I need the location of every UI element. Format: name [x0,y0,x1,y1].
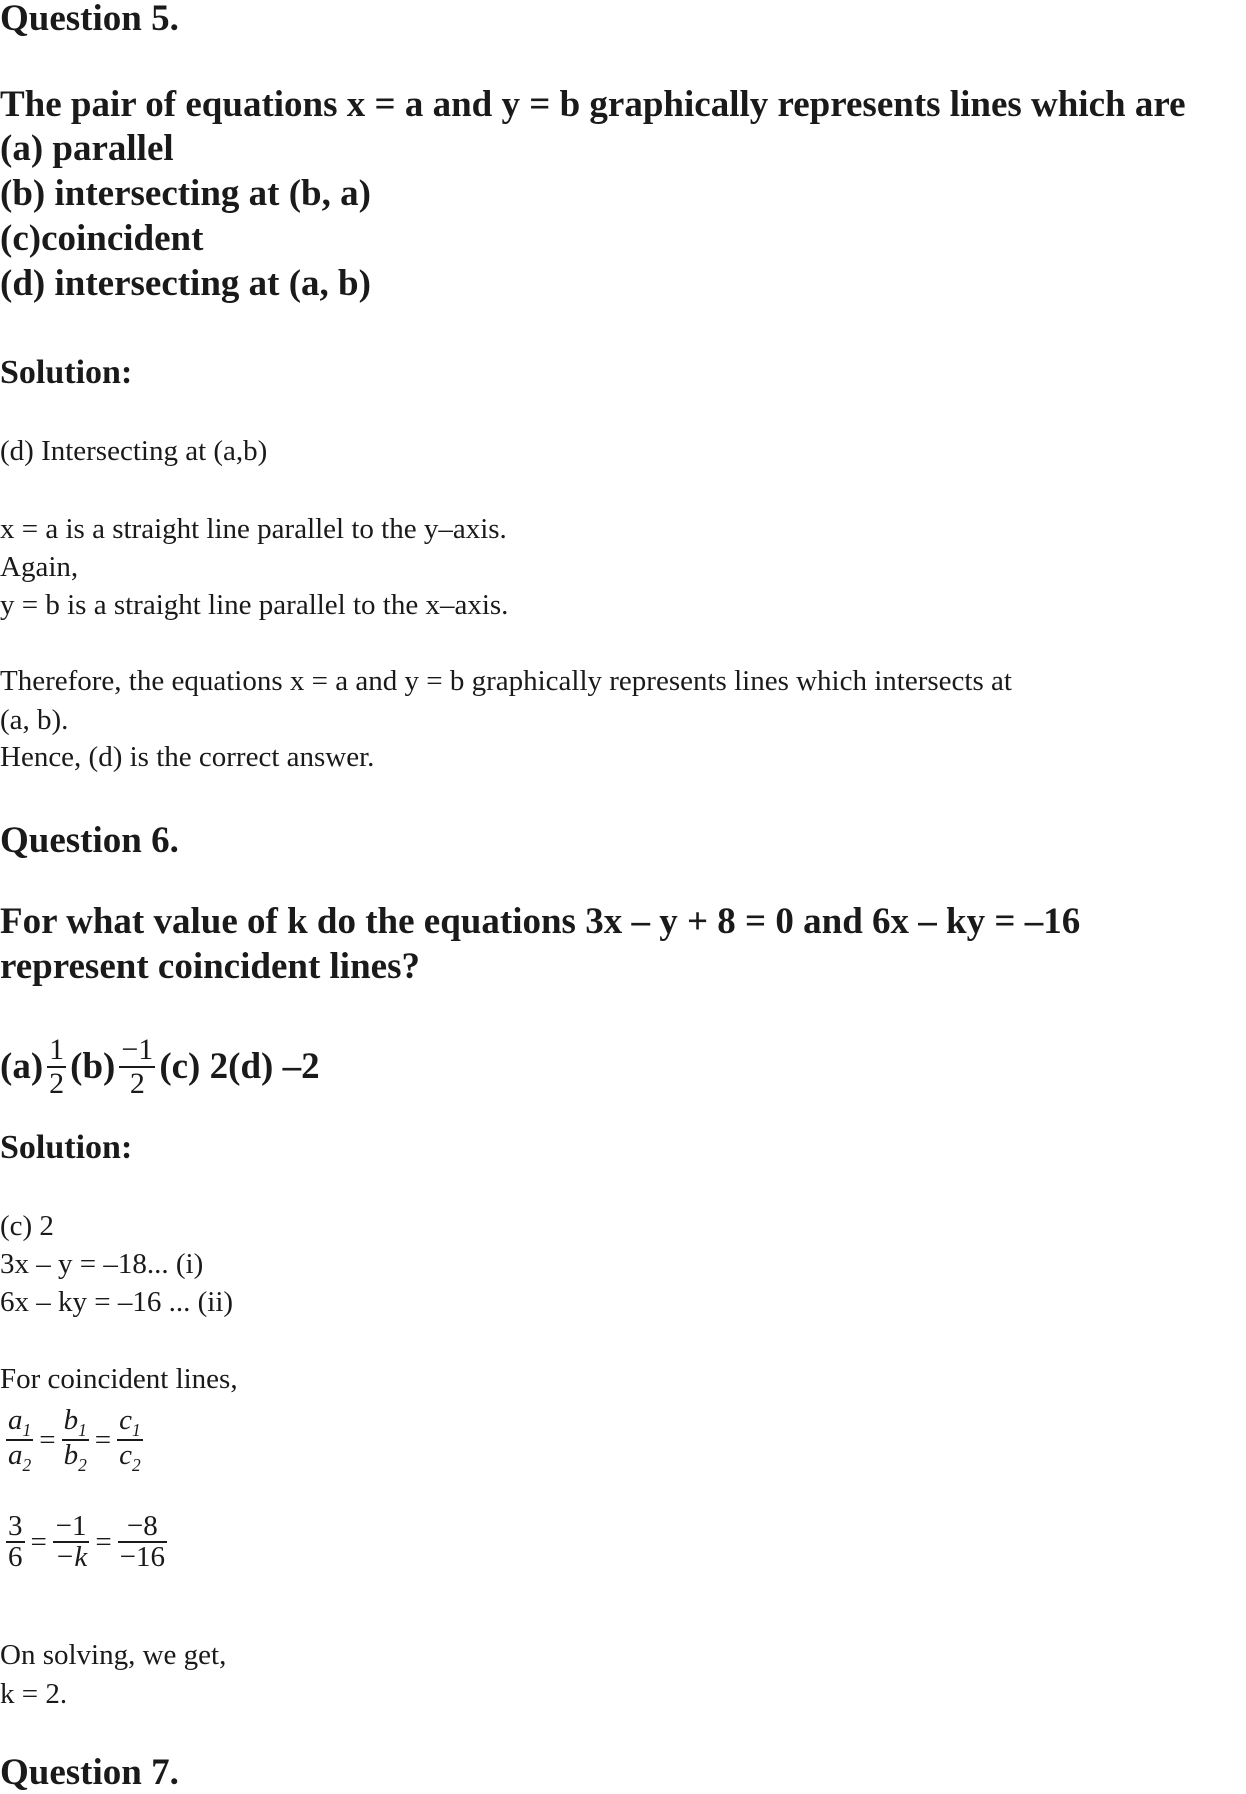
q6-option-b-label: (b) [70,1046,116,1087]
q6-eq2: 6x – ky = –16 ... (ii) [0,1286,234,1318]
ratio-b2-sub: 2 [78,1455,87,1475]
q5-line-1: x = a is a straight line parallel to the y–axis. [0,513,507,545]
q5-conclusion-1: Therefore, the equations x = a and y = b graphically represents lines which intersects at [0,665,1012,697]
ratio-a2: a [8,1439,23,1472]
ratio-a-fraction [6,1406,33,1474]
num-fraction-3-num: −8 [126,1510,158,1542]
num-fraction-2 [53,1512,89,1572]
q5-line-3: y = b is a straight line parallel to the x–axis. [0,589,509,621]
q6-question-line1: For what value of k do the equations 3x – y + 8 = 0 and 6x – ky = –16 [0,901,1081,942]
q6-option-b-num: −1 [121,1033,154,1066]
ratio-c2-sub: 2 [132,1455,141,1475]
equals-sign: = [39,1423,56,1456]
q6-options [0,1034,320,1099]
ratio-c1-sub: 1 [132,1419,141,1440]
equals-sign: = [94,1423,112,1456]
q6-option-a-label: (a) [0,1046,44,1087]
q7-heading: Question 7. [0,1752,179,1793]
ratio-a1-sub: 1 [22,1419,32,1440]
q6-numeric-ratio [6,1512,167,1572]
ratio-a2-sub: 2 [22,1455,32,1475]
q6-question-line2: represent coincident lines? [0,946,420,987]
ratio-b-fraction [62,1406,89,1474]
q6-coincident-label: For coincident lines, [0,1363,238,1395]
q5-solution-heading: Solution: [0,354,133,391]
q6-option-d: (d) –2 [228,1046,320,1087]
q6-ratio-equation [6,1406,143,1474]
equals-sign: = [95,1525,112,1558]
q5-option-c: (c)coincident [0,218,204,259]
num-fraction-3 [118,1512,167,1572]
num-fraction-1-den: 6 [8,1541,23,1573]
q6-option-a-num: 1 [49,1033,65,1066]
ratio-c-fraction [117,1406,143,1474]
q6-heading: Question 6. [0,820,179,861]
q6-option-b-den: 2 [129,1066,145,1100]
q6-answer: (c) 2 [0,1210,54,1242]
equals-sign: = [30,1525,47,1558]
num-fraction-2-den: −k [54,1541,88,1573]
ratio-b1: b [63,1404,79,1436]
q5-heading: Question 5. [0,0,179,39]
q5-answer: (d) Intersecting at (a,b) [0,435,268,467]
q5-option-a: (a) parallel [0,128,174,169]
q6-solution-heading: Solution: [0,1129,133,1166]
q6-option-b-fraction [119,1034,155,1099]
ratio-a1: a [8,1404,23,1436]
ratio-c2: c [119,1439,132,1472]
q6-option-a-fraction [47,1034,66,1099]
num-fraction-3-den: −16 [119,1541,166,1573]
ratio-b2: b [63,1439,79,1472]
q5-option-d: (d) intersecting at (a, b) [0,263,371,304]
q5-line-2: Again, [0,551,79,583]
q6-option-c: (c) 2 [159,1046,229,1087]
q5-option-b: (b) intersecting at (b, a) [0,173,371,214]
q6-option-a-den: 2 [49,1066,65,1100]
q5-conclusion-2: (a, b). [0,704,69,736]
q6-result: k = 2. [0,1678,68,1710]
num-fraction-2-num: −1 [55,1510,87,1542]
q5-conclusion-3: Hence, (d) is the correct answer. [0,741,375,773]
q6-solving: On solving, we get, [0,1639,227,1671]
q6-eq1: 3x – y = –18... (i) [0,1248,204,1280]
ratio-b1-sub: 1 [78,1419,87,1440]
ratio-c1: c [119,1404,132,1436]
num-fraction-1-num: 3 [8,1510,23,1542]
q5-question: The pair of equations x = a and y = b graphically represents lines which are [0,84,1186,125]
num-fraction-1 [6,1512,25,1572]
